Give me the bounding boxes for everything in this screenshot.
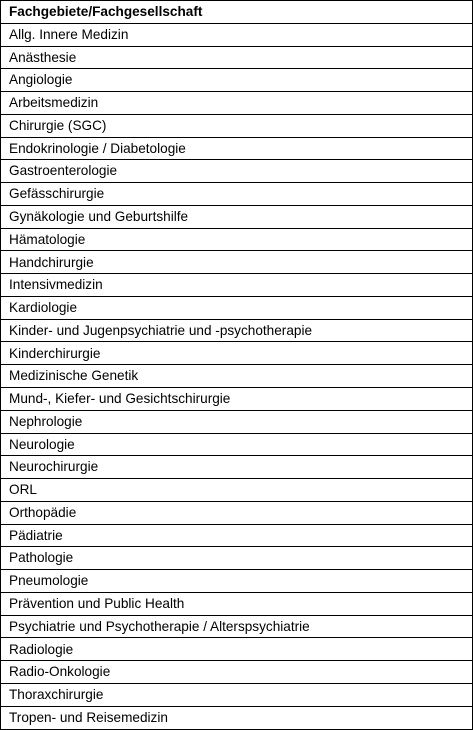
table-row [1, 615, 473, 638]
table-row [1, 114, 473, 137]
table-cell: ORL [1, 479, 473, 502]
table-row [1, 433, 473, 456]
table-cell: Radiologie [1, 638, 473, 661]
table-row [1, 410, 473, 433]
table-cell: Nephrologie [1, 410, 473, 433]
table-cell: Kinder- und Jugenpsychiatrie und -psychotherapie [1, 319, 473, 342]
table-cell: Prävention und Public Health [1, 592, 473, 615]
table-row [1, 524, 473, 547]
table-cell: Thoraxchirurgie [1, 683, 473, 706]
table-cell: Gefässchirurgie [1, 183, 473, 206]
table-row [1, 388, 473, 411]
table-body [1, 23, 473, 729]
table-cell: Pädiatrie [1, 524, 473, 547]
table-row [1, 228, 473, 251]
table-cell: Angiologie [1, 69, 473, 92]
table-row [1, 183, 473, 206]
table-row [1, 342, 473, 365]
table-cell: Mund-, Kiefer- und Gesichtschirurgie [1, 388, 473, 411]
table-row [1, 23, 473, 46]
table-row [1, 274, 473, 297]
table-cell: Pathologie [1, 547, 473, 570]
table-cell: Hämatologie [1, 228, 473, 251]
table-row [1, 46, 473, 69]
table-row [1, 501, 473, 524]
table-row [1, 683, 473, 706]
table-row [1, 592, 473, 615]
table-row [1, 160, 473, 183]
column-header-fachgebiete: Fachgebiete/Fachgesellschaft [1, 1, 473, 24]
table-cell: Endokrinologie / Diabetologie [1, 137, 473, 160]
table-row [1, 706, 473, 729]
table-row [1, 479, 473, 502]
table-cell: Anästhesie [1, 46, 473, 69]
table-row [1, 570, 473, 593]
table-row [1, 296, 473, 319]
table-cell: Kinderchirurgie [1, 342, 473, 365]
table-cell: Gynäkologie und Geburtshilfe [1, 205, 473, 228]
table-row [1, 456, 473, 479]
table-cell: Psychiatrie und Psychotherapie / Alterspsychiatrie [1, 615, 473, 638]
table-cell: Tropen- und Reisemedizin [1, 706, 473, 729]
table-cell: Allg. Innere Medizin [1, 23, 473, 46]
table-cell: Medizinische Genetik [1, 365, 473, 388]
table-row [1, 661, 473, 684]
table-cell: Orthopädie [1, 501, 473, 524]
table-row [1, 251, 473, 274]
table-cell: Pneumologie [1, 570, 473, 593]
table-cell: Neurochirurgie [1, 456, 473, 479]
table-cell: Intensivmedizin [1, 274, 473, 297]
table-row [1, 69, 473, 92]
table-cell: Kardiologie [1, 296, 473, 319]
table-header-row [1, 1, 473, 24]
table-row [1, 205, 473, 228]
table-cell: Arbeitsmedizin [1, 92, 473, 115]
table-cell: Chirurgie (SGC) [1, 114, 473, 137]
table-row [1, 638, 473, 661]
table-row [1, 365, 473, 388]
table-row [1, 547, 473, 570]
table-cell: Gastroenterologie [1, 160, 473, 183]
table-cell: Radio-Onkologie [1, 661, 473, 684]
table-row [1, 92, 473, 115]
table-cell: Neurologie [1, 433, 473, 456]
table-row [1, 319, 473, 342]
table-row [1, 137, 473, 160]
table-cell: Handchirurgie [1, 251, 473, 274]
